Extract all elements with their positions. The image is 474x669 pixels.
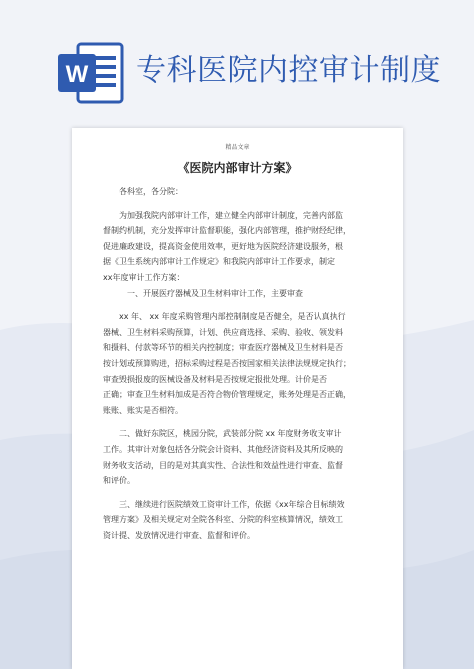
document-line: 三、继续进行医院绩效工资审计工作，依据《xx年综合目标绩效 — [119, 499, 345, 509]
document-tag: 精品文章 — [225, 144, 250, 151]
document-line: 资计提、发放情况进行审查、监督和评价。 — [103, 530, 255, 540]
paragraph-gap — [103, 489, 375, 497]
document-line: 按计划或预算购进，招标采购过程是否按国家相关法律法规规定执行； — [103, 358, 351, 368]
document-line: 工作。其审计对象包括各分院会计资料、其他经济资料及其所反映的 — [103, 444, 343, 454]
document-line: 审查毁损报废的医械设备及材料是否按规定报批处理。计价是否 — [103, 374, 327, 384]
document-line: 促进廉政建设，提高资金使用效率，更好地为医院经济建设服务，根 — [103, 241, 343, 251]
paragraph-gap — [103, 200, 375, 208]
document-line: 为加强我院内部审计工作，建立健全内部审计制度，完善内部监 — [119, 210, 343, 220]
document-line: 财务收支活动，目的是对其真实性、合法性和效益性进行审查、监督 — [103, 460, 343, 470]
document-line: 二、做好东院区，桃园分院，武装部分院 xx 年度财务收支审计 — [119, 429, 342, 439]
document-line: 和摄料、付款等环节的相关内控制度；审查医疗器械及卫生材料是否 — [103, 343, 343, 353]
page-title: 专科医院内控审计制度 — [136, 53, 441, 88]
document-body — [103, 184, 375, 543]
document-line: xx年度审计工作方案： — [103, 272, 185, 282]
document-line: 账账、账实是否相符。 — [103, 405, 183, 415]
paragraph-gap — [103, 301, 375, 309]
header-banner — [0, 0, 474, 128]
document-line: 督制约机制，充分发挥审计监督职能，强化内部管理，推护财经纪律， — [103, 226, 351, 236]
document-line: 正确；审查卫生材料加成是否符合物价管理规定，账务处理是否正确， — [103, 390, 351, 400]
document-line: 据《卫生系统内部审计工作规定》和我院内部审计工作要求，制定 — [103, 257, 335, 267]
word-document-icon — [56, 40, 126, 106]
document-line: 管理方案》及相关规定对全院各科室、分院的科室核算情况，绩效工 — [103, 515, 343, 525]
document-line: 器械、卫生材料采购预算，计划、供应商选择、采购、验收、领发料 — [103, 327, 343, 337]
document-title: 《医院内部审计方案》 — [177, 161, 298, 175]
paragraph-gap — [103, 418, 375, 426]
document-page — [72, 128, 403, 669]
document-line: 一、开展医疗器械及卫生材料审计工作，主要审查 — [127, 288, 303, 298]
document-line: 和评价。 — [103, 476, 135, 486]
document-line: xx 年、 xx 年度采购管理内部控制制度是否健全，是否认真执行 — [119, 312, 346, 322]
document-line: 各科室，各分院： — [119, 187, 183, 196]
svg-text:W: W — [65, 61, 89, 88]
